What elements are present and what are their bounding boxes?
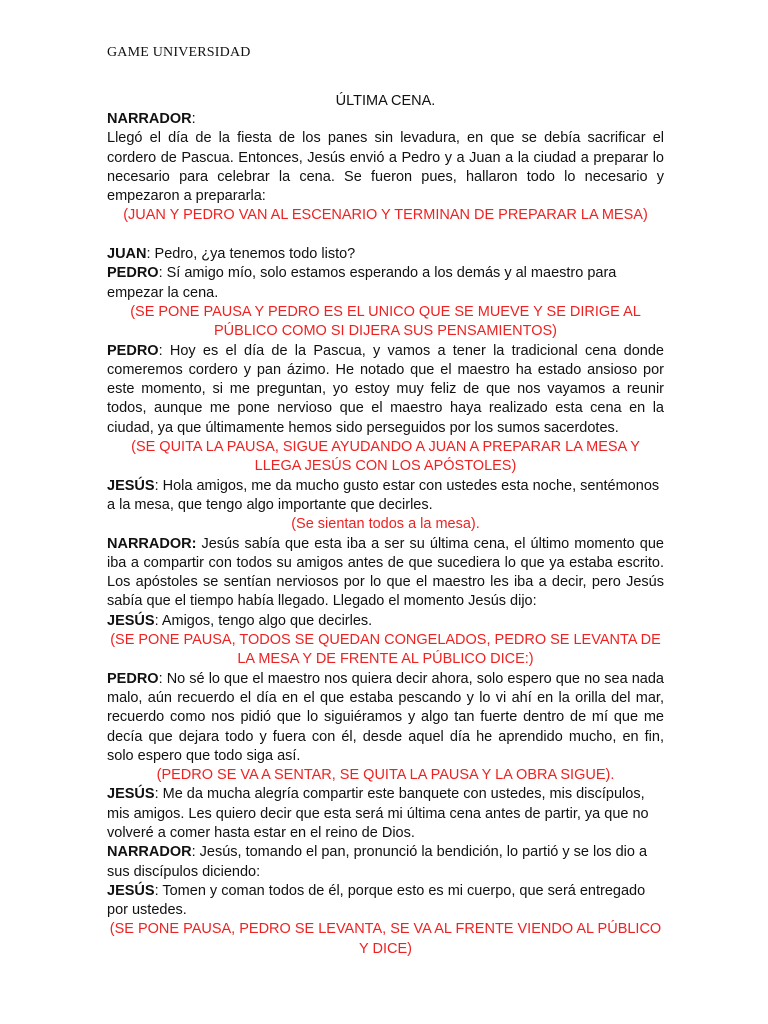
- speaker-name: NARRADOR: [107, 844, 192, 861]
- speaker-name: PEDRO: [107, 670, 159, 687]
- blank-line: [107, 226, 664, 245]
- stage-direction: (SE PONE PAUSA Y PEDRO ES EL UNICO QUE SE MUEVE Y SE DIRIGE AL PÚBLICO COMO SI DIJERA SUS PENSAMIENTOS): [130, 303, 641, 340]
- script-body: [107, 110, 664, 959]
- speech-line: [107, 477, 664, 516]
- speaker-name: JESÚS: [107, 786, 155, 803]
- speaker-name: PEDRO: [107, 265, 159, 282]
- speech-text: Pedro, ¿ya tenemos todo listo?: [150, 246, 356, 263]
- speaker-name: NARRADOR: [107, 111, 192, 127]
- stage-direction: (JUAN Y PEDRO VAN AL ESCENARIO Y TERMINAN DE PREPARAR LA MESA): [123, 207, 648, 224]
- speaker-separator: :: [191, 844, 196, 861]
- speaker-name: JUAN: [107, 246, 147, 263]
- speaker-name: PEDRO: [107, 342, 159, 359]
- speech-line: [107, 342, 664, 438]
- speaker-separator: :: [154, 786, 159, 803]
- speech-text: Sí amigo mío, solo estamos esperando a los demás y al maestro para empezar la cena.: [107, 265, 617, 301]
- speech-line: [107, 843, 664, 882]
- speaker-name: JESÚS: [107, 612, 155, 629]
- speaker-separator: :: [191, 111, 196, 127]
- speaker-name: JESÚS: [107, 882, 155, 899]
- stage-direction: (SE PONE PAUSA, TODOS SE QUEDAN CONGELADOS, PEDRO SE LEVANTA DE LA MESA Y DE FRENTE AL PÚBLICO DICE:): [110, 632, 661, 668]
- speech-text: Jesús, tomando el pan, pronunció la bendición, lo partió y se los dio a sus discípulos diciendo:: [107, 844, 648, 880]
- speaker-separator: :: [146, 246, 151, 263]
- speech-line: [107, 535, 664, 612]
- speaker-separator: :: [158, 265, 163, 282]
- speech-line: [107, 110, 664, 129]
- stage-direction: (Se sientan todos a la mesa).: [291, 516, 480, 533]
- speaker-name: NARRADOR:: [107, 535, 197, 552]
- speech-line: [107, 670, 664, 766]
- speech-line: [107, 612, 664, 631]
- speaker-separator: :: [158, 670, 163, 687]
- speech-line: [107, 245, 664, 264]
- speech-line: [107, 264, 664, 303]
- stage-direction: (SE PONE PAUSA, PEDRO SE LEVANTA, SE VA AL FRENTE VIENDO AL PÚBLICO Y DICE): [109, 921, 662, 957]
- stage-direction: (PEDRO SE VA A SENTAR, SE QUITA LA PAUSA Y LA OBRA SIGUE).: [156, 767, 615, 784]
- speech-text: Me da mucha alegría compartir este banquete con ustedes, mis discípulos, mis amigos. Les quiero decir que esta será mi última cena antes de partir, ya que no volveré a comer hasta estar en el reino de Dios.: [107, 786, 649, 841]
- speaker-separator: :: [158, 342, 163, 359]
- speaker-name: JESÚS: [107, 477, 155, 494]
- document-title: ÚLTIMA CENA.: [335, 93, 436, 109]
- speaker-separator: :: [154, 612, 159, 629]
- speech-text: Amigos, tengo algo que decirles.: [158, 612, 373, 629]
- speech-text: No sé lo que el maestro nos quiera decir ahora, solo espero que no sea nada malo, aún recuerdo el día en el que estaba pescando y lo vi ahí en la orilla del mar, recuerdo como nos pidió que lo siguiéramos y algo tan fuerte dentro de mí que me decía que dejara todo y fuera con él, desde aquel día he aprendido mucho, en fin, solo espero que todo siga así.: [107, 670, 664, 764]
- speaker-separator: :: [154, 882, 159, 899]
- speaker-separator: :: [154, 477, 159, 494]
- speech-text: Hoy es el día de la Pascua, y vamos a tener la tradicional cena donde comeremos cordero y pan ázimo. He notado que el maestro ha estado ansioso por este momento, si me preguntan, yo estoy muy feliz de que nos vayamos a reunir todos, aunque me pone nervioso que el maestro haya realizado esta cena en la ciudad, ya que últimamente hemos sido perseguidos por los sumos sacerdotes.: [107, 342, 664, 436]
- document-header: GAME UNIVERSIDAD: [107, 45, 251, 60]
- speech-line: [107, 882, 664, 921]
- stage-direction: (SE QUITA LA PAUSA, SIGUE AYUDANDO A JUAN A PREPARAR LA MESA Y LLEGA JESÚS CON LOS APÓSTOLES): [131, 439, 640, 475]
- narration-paragraph: Llegó el día de la fiesta de los panes sin levadura, en que se debía sacrificar el cordero de Pascua. Entonces, Jesús envió a Pedro y a Juan a la ciudad a preparar lo necesario para celebrar la cena. Se fueron pues, hallaron todo lo necesario y empezaron a prepararla:: [107, 130, 664, 205]
- speech-line: [107, 785, 664, 843]
- speech-text: Jesús sabía que esta iba a ser su última cena, el último momento que iba a compartir con todos su amigos antes de que sucediera lo que ya estaba escrito. Los apóstoles se sentían nerviosos por lo que el maestro les iba a decir, pero Jesús sabía que el tiempo había llegado. Llegado el momento Jesús dijo:: [107, 535, 664, 610]
- speech-text: Hola amigos, me da mucho gusto estar con ustedes esta noche, sentémonos a la mesa, que tengo algo importante que decirles.: [107, 477, 660, 513]
- speech-text: Tomen y coman todos de él, porque esto es mi cuerpo, que será entregado por ustedes.: [107, 882, 646, 919]
